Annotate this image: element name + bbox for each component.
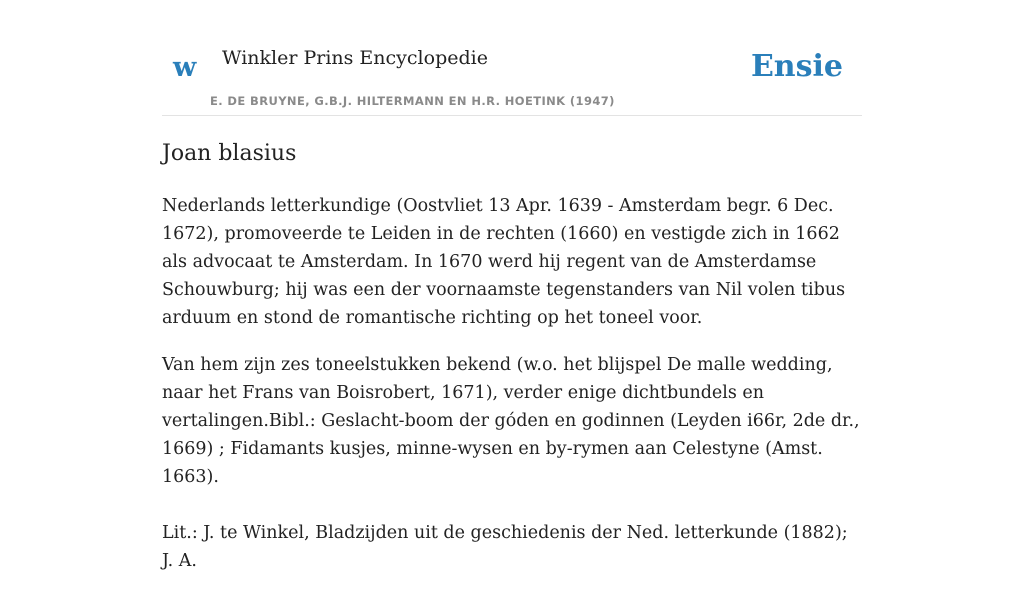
article-paragraph: Nederlands letterkundige (Oostvliet 13 Apr. 1639 - Amsterdam begr. 6 Dec. 1672), promoveerde te Leiden in de rechten (1660) en vestigde zich in 1662 als advocaat te Amsterdam. In 1670 werd hij regent van de Amsterdamse Schouwburg; hij was een der voornaamste tegenstanders van Nil volen tibus arduum en stond de romantische richting op het toneel voor.: [162, 196, 846, 328]
literature-paragraph: Lit.: J. te Winkel, Bladzijden uit de geschiedenis der Ned. letterkunde (1882); J. A.: [162, 523, 848, 571]
article-paragraph: Van hem zijn zes toneelstukken bekend (w.o. het blijspel De malle wedding, naar het Frans van Boisrobert, 1671), verder enige dichtbundels en vertalingen.Bibl.: Geslacht-boom der góden en godinnen (Leyden i66r, 2de dr., 1669) ; Fidamants kusjes, minne-wysen en by-rymen aan Celestyne (Amst. 1663).: [162, 355, 860, 487]
source-header: [162, 0, 862, 116]
article-body: [162, 192, 862, 594]
source-authors: E. DE BRUYNE, G.B.J. HILTERMANN EN H.R. HOETINK (1947): [210, 94, 615, 108]
source-title[interactable]: Winkler Prins Encyclopedie: [222, 47, 488, 69]
ensie-logo-link[interactable]: Ensie: [750, 49, 843, 84]
source-logo[interactable]: w: [173, 52, 197, 83]
content-column: [162, 0, 862, 571]
article-title: Joan blasius: [162, 141, 297, 166]
